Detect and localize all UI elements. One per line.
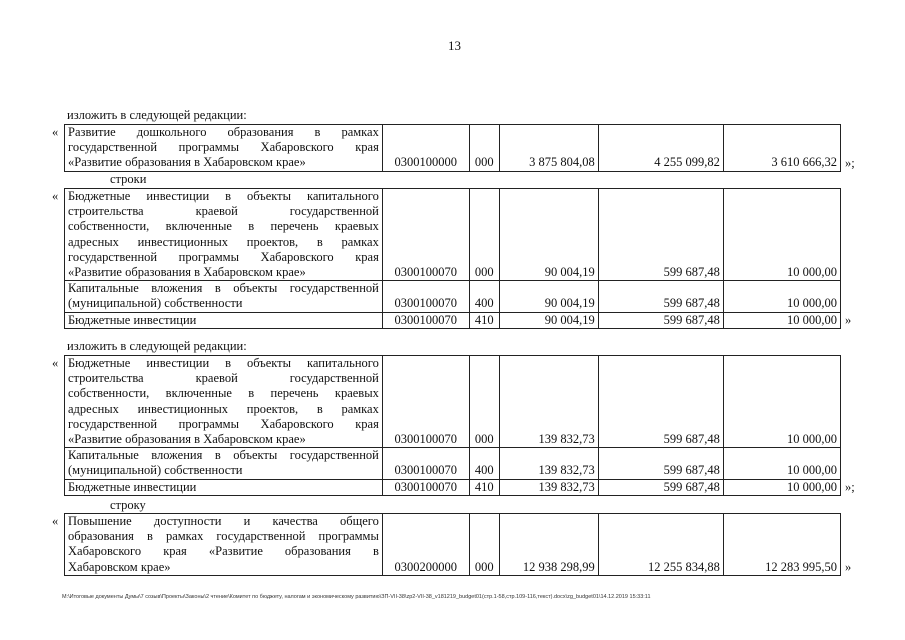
table-row — [65, 514, 841, 576]
table-row — [65, 479, 841, 495]
item-name-cell — [65, 125, 383, 172]
budget-table — [64, 355, 841, 496]
item-name-line: государственной программы Хабаровского края — [68, 249, 379, 264]
instruction-text: изложить в следующей редакции: — [67, 108, 247, 122]
close-quote-mark: »; — [845, 480, 855, 494]
close-quote-mark: » — [845, 313, 852, 327]
open-quote-mark: « — [52, 356, 59, 370]
expense-type-cell: 000 — [469, 356, 499, 448]
amount-2021-cell: 3 610 666,32 — [723, 125, 840, 172]
instruction-text: строки — [110, 172, 147, 186]
amount-2019-cell: 90 004,19 — [499, 281, 598, 312]
item-name-line: Бюджетные инвестиции — [68, 479, 197, 494]
item-name-line: строительства краевой государственной — [68, 204, 379, 219]
item-name-line: Хабаровском крае» — [68, 559, 171, 574]
item-name-line: «Развитие образования в Хабаровском крае» — [68, 155, 306, 170]
expense-type-cell: 000 — [469, 125, 499, 172]
amount-2019-cell: 90 004,19 — [499, 189, 598, 281]
item-name-cell — [65, 189, 383, 281]
amount-2020-cell: 12 255 834,88 — [598, 514, 723, 576]
amount-2021-cell: 10 000,00 — [723, 312, 840, 328]
amount-2019-cell: 139 832,73 — [499, 356, 598, 448]
item-name-line: строительства краевой государственной — [68, 371, 379, 386]
target-code-cell: 0300100070 — [382, 356, 469, 448]
table-row — [65, 312, 841, 328]
open-quote-mark: « — [52, 514, 59, 528]
table-row — [65, 189, 841, 281]
item-name-line: собственности, включенные в перечень краевых — [68, 386, 379, 401]
table-row — [65, 356, 841, 448]
item-name-line: Бюджетные инвестиции — [68, 312, 197, 327]
table-row — [65, 448, 841, 479]
item-name-line: собственности, включенные в перечень краевых — [68, 219, 379, 234]
amount-2021-cell: 10 000,00 — [723, 189, 840, 281]
expense-type-cell: 400 — [469, 281, 499, 312]
instruction-text: изложить в следующей редакции: — [67, 339, 247, 353]
footer-path: M:\Итоговые документы Думы\7 созыв\Проекты\Законы\2 чтение\Комитет по бюджету, налогам и экономическому развитию\ЗП-VII-38\zp2-VII-38_v181219_budget01(стр.1-58,стр.109-116,текст).docx\zg_budget01\14.12.2019 15:33:11 — [62, 594, 651, 600]
item-name-line: Хабаровского края «Развитие образования в — [68, 544, 379, 559]
amount-2021-cell: 10 000,00 — [723, 479, 840, 495]
amount-2020-cell: 599 687,48 — [598, 356, 723, 448]
item-name-line: Бюджетные инвестиции в объекты капитального — [68, 356, 379, 370]
amount-2020-cell: 599 687,48 — [598, 281, 723, 312]
expense-type-cell: 000 — [469, 189, 499, 281]
amount-2019-cell: 90 004,19 — [499, 312, 598, 328]
target-code-cell: 0300100070 — [382, 448, 469, 479]
close-quote-mark: »; — [845, 156, 855, 170]
expense-type-cell: 400 — [469, 448, 499, 479]
amount-2020-cell: 599 687,48 — [598, 189, 723, 281]
expense-type-cell: 410 — [469, 312, 499, 328]
amount-2020-cell: 599 687,48 — [598, 448, 723, 479]
instruction-text: строку — [110, 498, 146, 512]
target-code-cell: 0300100070 — [382, 312, 469, 328]
item-name-line: адресных инвестиционных проектов, в рамках — [68, 401, 379, 416]
item-name-line: Повышение доступности и качества общего — [68, 514, 379, 528]
amount-2020-cell: 599 687,48 — [598, 479, 723, 495]
target-code-cell: 0300100070 — [382, 281, 469, 312]
page-number: 13 — [448, 38, 461, 53]
amount-2020-cell: 599 687,48 — [598, 312, 723, 328]
item-name-line: государственной программы Хабаровского края — [68, 140, 379, 155]
item-name-line: адресных инвестиционных проектов, в рамках — [68, 234, 379, 249]
item-name-cell — [65, 448, 383, 479]
amount-2019-cell: 3 875 804,08 — [499, 125, 598, 172]
item-name-line: Развитие дошкольного образования в рамках — [68, 125, 379, 139]
table-row — [65, 281, 841, 312]
amount-2020-cell: 4 255 099,82 — [598, 125, 723, 172]
budget-table — [64, 188, 841, 329]
expense-type-cell: 410 — [469, 479, 499, 495]
amount-2021-cell: 10 000,00 — [723, 356, 840, 448]
target-code-cell: 0300100000 — [382, 125, 469, 172]
expense-type-cell: 000 — [469, 514, 499, 576]
amount-2019-cell: 12 938 298,99 — [499, 514, 598, 576]
budget-table — [64, 124, 841, 172]
open-quote-mark: « — [52, 189, 59, 203]
target-code-cell: 0300100070 — [382, 189, 469, 281]
item-name-line: Капитальные вложения в объекты государственной — [68, 448, 379, 463]
amount-2021-cell: 12 283 995,50 — [723, 514, 840, 576]
item-name-line: «Развитие образования в Хабаровском крае» — [68, 432, 306, 447]
target-code-cell: 0300100070 — [382, 479, 469, 495]
item-name-cell — [65, 312, 383, 328]
item-name-line: образования в рамках государственной программы — [68, 529, 379, 544]
item-name-line: государственной программы Хабаровского края — [68, 416, 379, 431]
amount-2021-cell: 10 000,00 — [723, 448, 840, 479]
item-name-line: Бюджетные инвестиции в объекты капитального — [68, 189, 379, 203]
amount-2019-cell: 139 832,73 — [499, 479, 598, 495]
amount-2019-cell: 139 832,73 — [499, 448, 598, 479]
budget-table — [64, 513, 841, 576]
amount-2021-cell: 10 000,00 — [723, 281, 840, 312]
item-name-line: Капитальные вложения в объекты государственной — [68, 281, 379, 296]
item-name-cell — [65, 479, 383, 495]
item-name-cell — [65, 356, 383, 448]
item-name-line: (муниципальной) собственности — [68, 463, 243, 478]
table-row — [65, 125, 841, 172]
open-quote-mark: « — [52, 125, 59, 139]
item-name-cell — [65, 281, 383, 312]
item-name-line: (муниципальной) собственности — [68, 296, 243, 311]
item-name-cell — [65, 514, 383, 576]
item-name-line: «Развитие образования в Хабаровском крае» — [68, 265, 306, 280]
close-quote-mark: » — [845, 560, 852, 574]
target-code-cell: 0300200000 — [382, 514, 469, 576]
